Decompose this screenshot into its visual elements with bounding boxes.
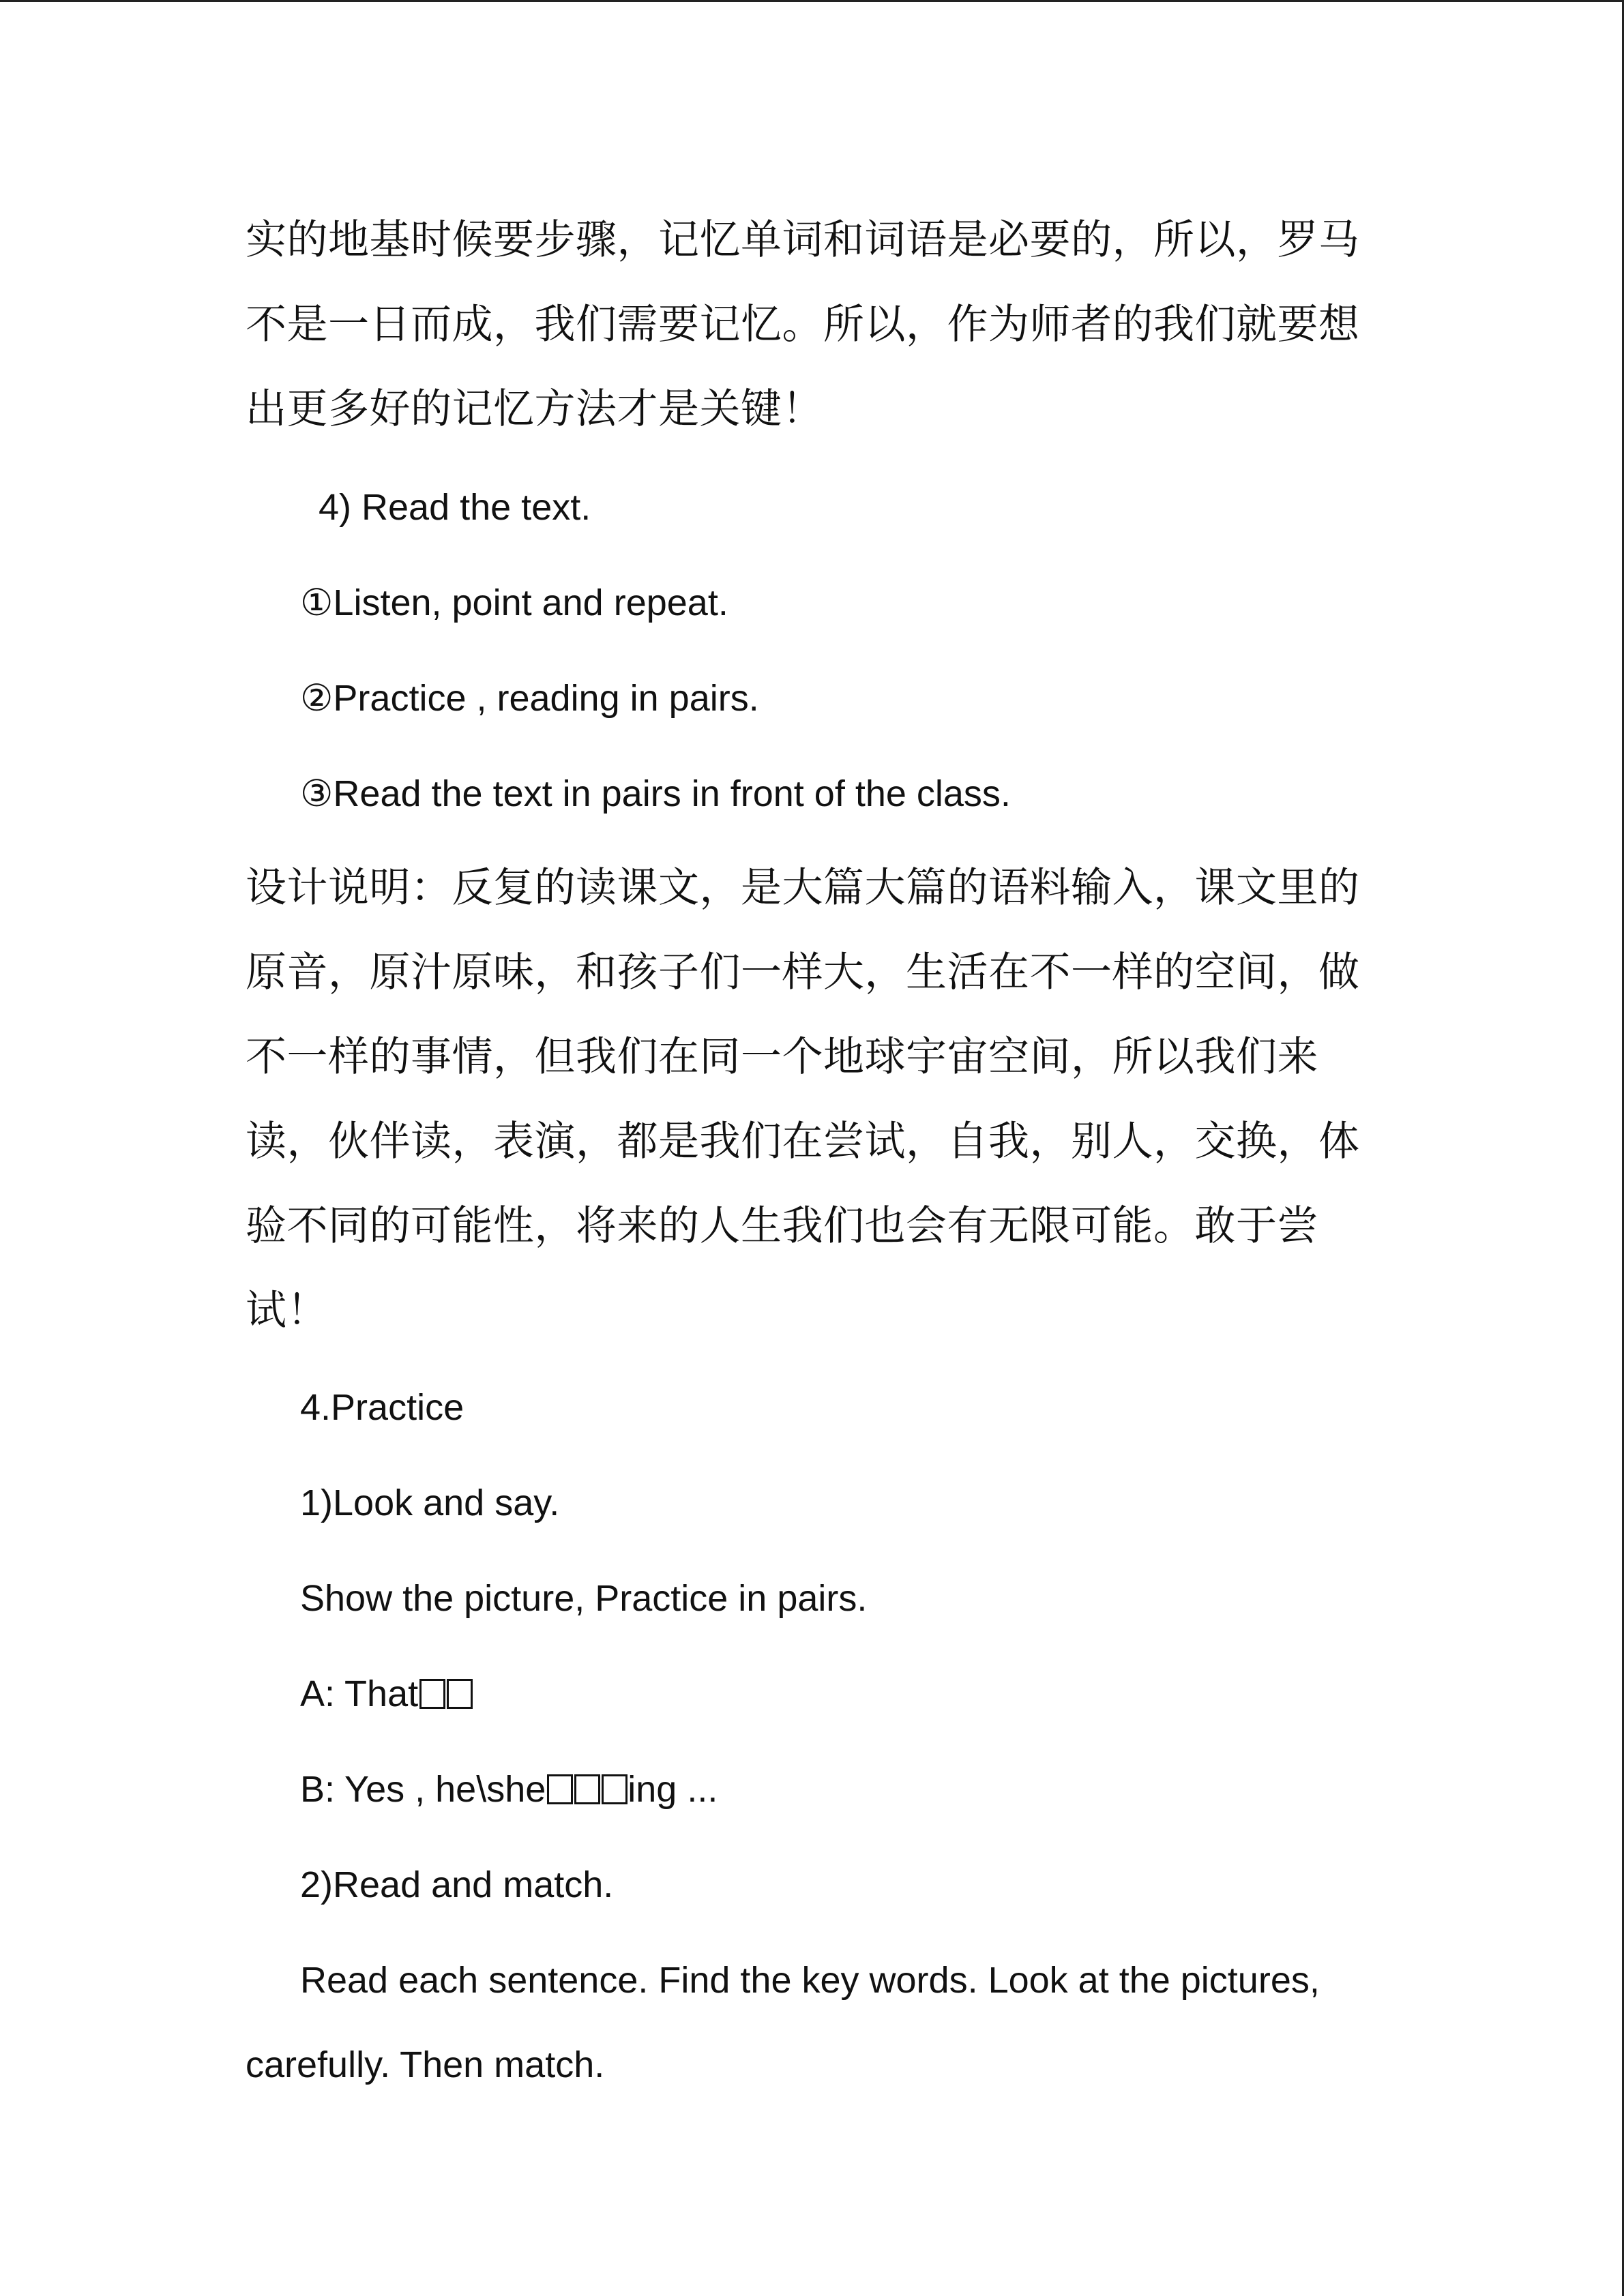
intro-line-2: 不是一日而成，我们需要记忆。所以，作为师者的我们就要想 bbox=[246, 301, 1360, 348]
read-step-1: ①Listen, point and repeat. bbox=[300, 582, 728, 623]
dialog-line-a bbox=[300, 1675, 473, 1712]
missing-glyph-icon bbox=[547, 1774, 573, 1804]
missing-glyph-icon bbox=[602, 1774, 628, 1804]
read-text-heading: 4) Read the text. bbox=[319, 487, 591, 528]
design-note-line-3: 不一样的事情，但我们在同一个地球宇宙空间，所以我们来 bbox=[246, 1033, 1318, 1081]
match-instruction-line-2: carefully. Then match. bbox=[246, 2044, 605, 2085]
design-note-line-5: 验不同的可能性，将来的人生我们也会有无限可能。敢于尝 bbox=[246, 1202, 1318, 1250]
design-note-line-2: 原音，原汁原味，和孩子们一样大，生活在不一样的空间，做 bbox=[246, 949, 1360, 996]
dialog-b-suffix: ing ... bbox=[628, 1769, 718, 1810]
intro-line-1: 实的地基时候要步骤，记忆单词和词语是必要的，所以，罗马 bbox=[246, 216, 1360, 264]
read-step-3: ③Read the text in pairs in front of the class. bbox=[300, 773, 1011, 814]
design-note-line-1: 设计说明：反复的读课文，是大篇大篇的语料输入，课文里的 bbox=[246, 864, 1360, 912]
dialog-line-b bbox=[300, 1771, 718, 1808]
missing-glyph-icon bbox=[574, 1774, 600, 1804]
practice-heading: 4.Practice bbox=[300, 1387, 464, 1428]
design-note-line-4: 读，伙伴读，表演，都是我们在尝试，自我，别人，交换，体 bbox=[246, 1118, 1360, 1165]
read-and-match: 2)Read and match. bbox=[300, 1864, 614, 1905]
missing-glyph-icon bbox=[447, 1679, 473, 1709]
show-picture-instruction: Show the picture, Practice in pairs. bbox=[300, 1578, 868, 1619]
read-step-2: ②Practice , reading in pairs. bbox=[300, 678, 759, 719]
design-note-line-6: 试！ bbox=[246, 1287, 328, 1335]
dialog-b-prefix: B: Yes , he\she bbox=[300, 1769, 546, 1810]
look-and-say: 1)Look and say. bbox=[300, 1482, 560, 1523]
missing-glyph-icon bbox=[419, 1679, 445, 1709]
page-top-border bbox=[0, 0, 1624, 2]
match-instruction-line-1: Read each sentence. Find the key words. Look at the pictures, bbox=[300, 1960, 1320, 2001]
dialog-a-text: A: That bbox=[300, 1673, 419, 1714]
intro-line-3: 出更多好的记忆方法才是关键！ bbox=[246, 385, 823, 433]
